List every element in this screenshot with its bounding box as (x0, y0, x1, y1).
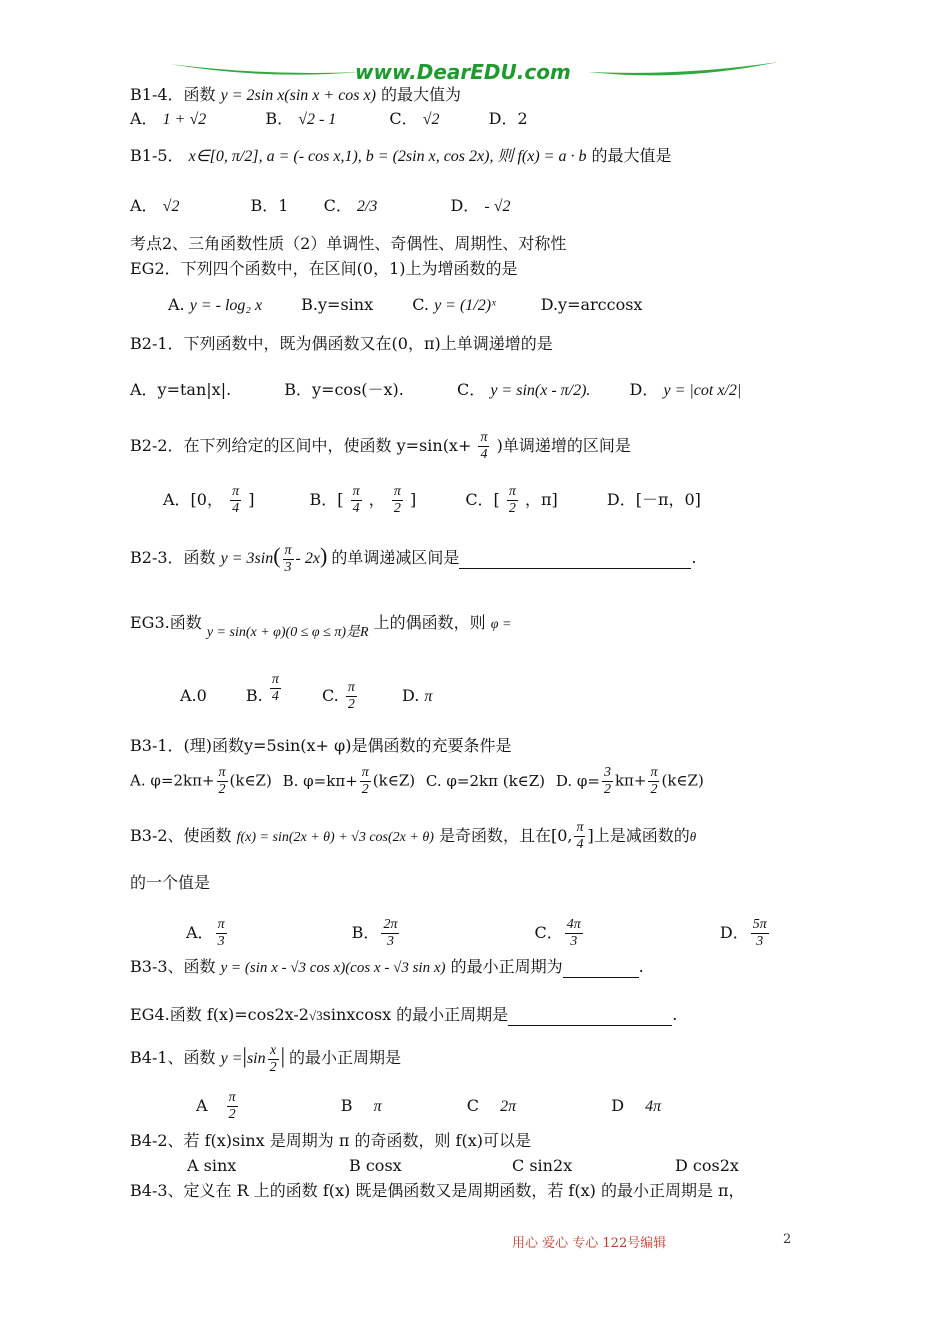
num: 3 (603, 765, 611, 780)
option-a: √2 (162, 198, 180, 215)
option-c-label: C． (323, 196, 352, 215)
num: 2π (383, 917, 398, 932)
comma: ， (368, 490, 385, 509)
den: 2 (361, 782, 369, 797)
num: 5π (752, 917, 767, 932)
question-eg3 (130, 613, 512, 640)
fraction-2pi-3 (381, 917, 399, 950)
fraction-pi-4 (478, 430, 489, 463)
option-d: - √2 (484, 198, 511, 215)
options-eg2 (168, 295, 642, 316)
fraction-pi-3 (283, 543, 294, 576)
option-a-post: (k∈Z) (229, 771, 272, 790)
option-d: y = |cot x/2| (663, 382, 742, 399)
tail: 的最小正周期为 (450, 957, 563, 976)
num: π (347, 680, 355, 695)
question-eg4 (130, 1005, 677, 1026)
question-b2-1: B2-1．下列函数中，既为偶函数又在(0，π)上单调递增的是 (130, 334, 553, 353)
fraction-pi-2 (346, 680, 357, 713)
tail: 的单调递减区间是 (331, 548, 460, 568)
header-swoosh-right (588, 58, 778, 80)
option-a: y = - log₂ x (189, 297, 263, 314)
fraction-pi-4 (230, 484, 241, 517)
option-b-open: B．[ (309, 490, 344, 509)
fraction-pi-2 (227, 1090, 238, 1123)
option-b-label: B (340, 1096, 353, 1115)
option-c: C sin2x (512, 1156, 573, 1175)
expression: y = 2sin x(sin x + cos x) (220, 87, 376, 104)
option-c-label: C． (389, 109, 418, 128)
fraction-pi-3 (216, 917, 227, 950)
options-b2-1 (130, 380, 741, 401)
option-d-label: D. (401, 686, 420, 705)
fraction-pi-2 (648, 765, 659, 798)
fraction-pi-4 (270, 672, 281, 705)
label: B2-3．函数 (130, 548, 216, 568)
den: 2 (347, 697, 355, 712)
option-c-open: C．[ (465, 490, 500, 509)
option-b: B．y=cos(－x). (284, 380, 404, 399)
option-c: 2π (500, 1098, 517, 1115)
expr-sin: sin (246, 1050, 266, 1068)
tail-part2: ]上是减函数的 (587, 826, 690, 845)
option-c-label: C. (412, 295, 429, 314)
question-b4-1 (130, 1043, 401, 1076)
option-a: 1 + √2 (162, 111, 207, 128)
text-part2: sinxcosx 的最小正周期是 (322, 1005, 509, 1024)
option-a-close: ] (248, 490, 255, 509)
den: 3 (284, 560, 292, 575)
num: π (393, 484, 401, 499)
den: 2 (228, 1107, 236, 1122)
option-a-pre: A. φ=2kπ+ (130, 771, 215, 790)
fraction-pi-4 (351, 484, 362, 517)
fraction-5pi-3 (751, 917, 769, 950)
theta: θ (689, 829, 697, 844)
option-d-mid: kπ+ (614, 771, 647, 790)
option-a-label: A． (130, 109, 158, 128)
option-d: 4π (645, 1098, 662, 1115)
answer-blank[interactable] (563, 957, 639, 978)
text-part2: )单调递增的区间是 (496, 436, 631, 455)
option-c-label: C (466, 1096, 479, 1115)
option-d-pre: D. φ= (555, 771, 600, 790)
tail-part1: 是奇函数，且在[0, (438, 826, 573, 845)
den: 2 (508, 501, 516, 516)
fraction-4pi-3 (565, 917, 583, 950)
option-c-label: C. (321, 686, 339, 705)
expression: x∈[0, π/2], a = (- cos x,1), b = (2sin x, cos 2x), 则 f(x) = a · b (188, 148, 587, 165)
den: 4 (576, 837, 584, 852)
num: π (284, 543, 292, 558)
expr-post: - 2x (295, 550, 320, 568)
option-c: C. φ=2kπ (k∈Z) (425, 771, 546, 790)
tail: 的最大值是 (591, 146, 672, 165)
options-eg3 (180, 672, 433, 713)
tail: 的最小正周期是 (289, 1048, 402, 1068)
expression: y =|sin $\frac{x}{2}$ | (220, 1043, 286, 1075)
option-b: √2 - 1 (298, 111, 337, 128)
den: 4 (232, 501, 240, 516)
options-b4-1 (196, 1090, 661, 1123)
answer-blank[interactable] (508, 1005, 672, 1026)
option-d-label: D． (719, 923, 749, 942)
label: B1-4．函数 (130, 85, 216, 104)
option-d-label: D． (450, 196, 480, 215)
num: 4π (566, 917, 581, 932)
expression: f(x) = sin(2x + θ) + √3 cos(2x + θ) (236, 830, 434, 845)
end: . (638, 957, 644, 976)
label: EG3.函数 (130, 613, 202, 632)
options-b1-5 (130, 196, 511, 217)
question-b4-2: B4-2、若 f(x)sinx 是周期为 π 的奇函数，则 f(x)可以是 (130, 1131, 531, 1150)
den: 3 (217, 934, 225, 949)
question-b3-2-line2: 的一个值是 (130, 873, 211, 892)
num: x (268, 1043, 279, 1060)
fraction-pi-2 (360, 765, 371, 798)
option-a: A．y=tan|x|. (130, 380, 232, 399)
option-c: y = sin(x - π/2). (490, 382, 591, 399)
expr-pre: y = (220, 1050, 243, 1068)
question-b3-2 (130, 820, 696, 853)
option-d: D．[－π，0] (606, 490, 701, 509)
expression: y = (sin x - √3 cos x)(cos x - √3 sin x) (220, 960, 446, 976)
num: π (352, 484, 360, 499)
den: 3 (386, 934, 394, 949)
option-d-label: D (611, 1096, 625, 1115)
option-d-label: D． (629, 380, 659, 399)
text-part1: EG4.函数 f(x)=cos2x-2 (130, 1005, 309, 1024)
label: B3-2、使函数 (130, 826, 232, 845)
option-d: D cos2x (675, 1156, 739, 1175)
option-b: B.y=sinx (301, 295, 374, 314)
option-c: 2/3 (356, 198, 378, 215)
den: 2 (218, 782, 226, 797)
option-a-open: A．[0， (163, 490, 223, 509)
num: π (650, 765, 658, 780)
footer-text: 用心 爱心 专心 122号编辑 (512, 1236, 667, 1251)
options-b3-2 (186, 917, 771, 950)
den: 2 (603, 782, 611, 797)
den: 2 (393, 501, 401, 516)
expression: y = 3sin( $\frac{\pi}{3}$ - 2x) (220, 543, 328, 575)
den: 2 (650, 782, 658, 797)
option-d: π (424, 688, 433, 705)
option-c: √2 (422, 111, 440, 128)
den: 3 (570, 934, 578, 949)
option-a-label: A． (130, 196, 158, 215)
header-swoosh-left (170, 58, 360, 80)
option-a: A.0 (180, 686, 207, 705)
num: π (271, 672, 279, 687)
den: 4 (352, 501, 360, 516)
option-c: y = (1/2)ˣ (434, 297, 496, 314)
fraction-pi-2 (217, 765, 228, 798)
option-d: D．2 (488, 109, 528, 128)
option-a: A sinx (187, 1156, 237, 1175)
label: B3-3、函数 (130, 957, 216, 976)
den: 4 (480, 447, 488, 462)
end: . (672, 1005, 678, 1024)
question-b2-3 (130, 543, 696, 576)
den: 2 (269, 1060, 277, 1075)
question-b1-4 (130, 85, 461, 106)
num: π (232, 484, 240, 499)
options-b2-2 (163, 484, 701, 517)
option-b: π (373, 1098, 382, 1115)
num: π (480, 430, 488, 445)
phi-equals: φ = (490, 617, 512, 632)
option-d: D.y=arccosx (540, 295, 643, 314)
label: B4-1、函数 (130, 1048, 216, 1068)
option-a-label: A. (168, 295, 185, 314)
num: π (228, 1090, 236, 1105)
end: . (691, 548, 697, 568)
question-b2-2 (130, 430, 631, 463)
num: π (508, 484, 516, 499)
fraction-3-2 (602, 765, 613, 798)
question-eg2: EG2．下列四个函数中，在区间(0，1)上为增函数的是 (130, 259, 518, 278)
option-c-close: ，π] (525, 490, 558, 509)
fraction-pi-4 (574, 820, 585, 853)
option-b-post: (k∈Z) (372, 771, 416, 790)
option-d-post: (k∈Z) (661, 771, 704, 790)
option-b-label: B. (245, 686, 263, 705)
fraction-x-2 (268, 1043, 279, 1076)
option-b-label: B． (265, 109, 294, 128)
question-b4-3: B4-3、定义在 R 上的函数 f(x) 既是偶函数又是周期函数，若 f(x) 的最小正周期是 π， (130, 1181, 745, 1200)
text-part1: B2-2．在下列给定的区间中，使函数 y=sin(x+ (130, 436, 472, 455)
question-b3-3 (130, 957, 644, 978)
answer-blank[interactable] (459, 548, 691, 569)
num: π (361, 765, 369, 780)
site-logo[interactable]: www.DearEDU.com (355, 60, 571, 84)
option-b: B．1 (250, 196, 289, 215)
page-number: 2 (783, 1232, 792, 1247)
num: π (217, 917, 225, 932)
option-c-label: C． (534, 923, 563, 942)
tail: 的最大值为 (381, 85, 462, 104)
options-b1-4 (130, 109, 528, 130)
options-b3-1 (130, 765, 704, 798)
fraction-pi-2 (392, 484, 403, 517)
den: 4 (271, 689, 279, 704)
tail: 上的偶函数，则 (373, 613, 486, 632)
fraction-pi-2 (507, 484, 518, 517)
label: B1-5． (130, 146, 184, 165)
num: π (576, 820, 584, 835)
option-a-label: A (196, 1096, 208, 1115)
expression: y = sin(x + φ)(0 ≤ φ ≤ π)是R (206, 625, 369, 640)
num: π (218, 765, 226, 780)
sqrt-3: √3 (308, 1008, 323, 1023)
question-b1-5 (130, 146, 672, 167)
option-b-pre: B. φ=kπ+ (282, 771, 358, 790)
den: 3 (756, 934, 764, 949)
option-b-label: B． (351, 923, 380, 942)
option-a-label: A． (186, 923, 214, 942)
option-b: B cosx (349, 1156, 402, 1175)
expr-pre: y = 3sin (220, 550, 274, 568)
question-b3-1: B3-1．(理)函数y=5sin(x+ φ)是偶函数的充要条件是 (130, 736, 512, 755)
option-c-label: C． (456, 380, 486, 399)
option-b-close: ] (409, 490, 417, 509)
section-heading: 考点2、三角函数性质（2）单调性、奇偶性、周期性、对称性 (130, 234, 567, 253)
